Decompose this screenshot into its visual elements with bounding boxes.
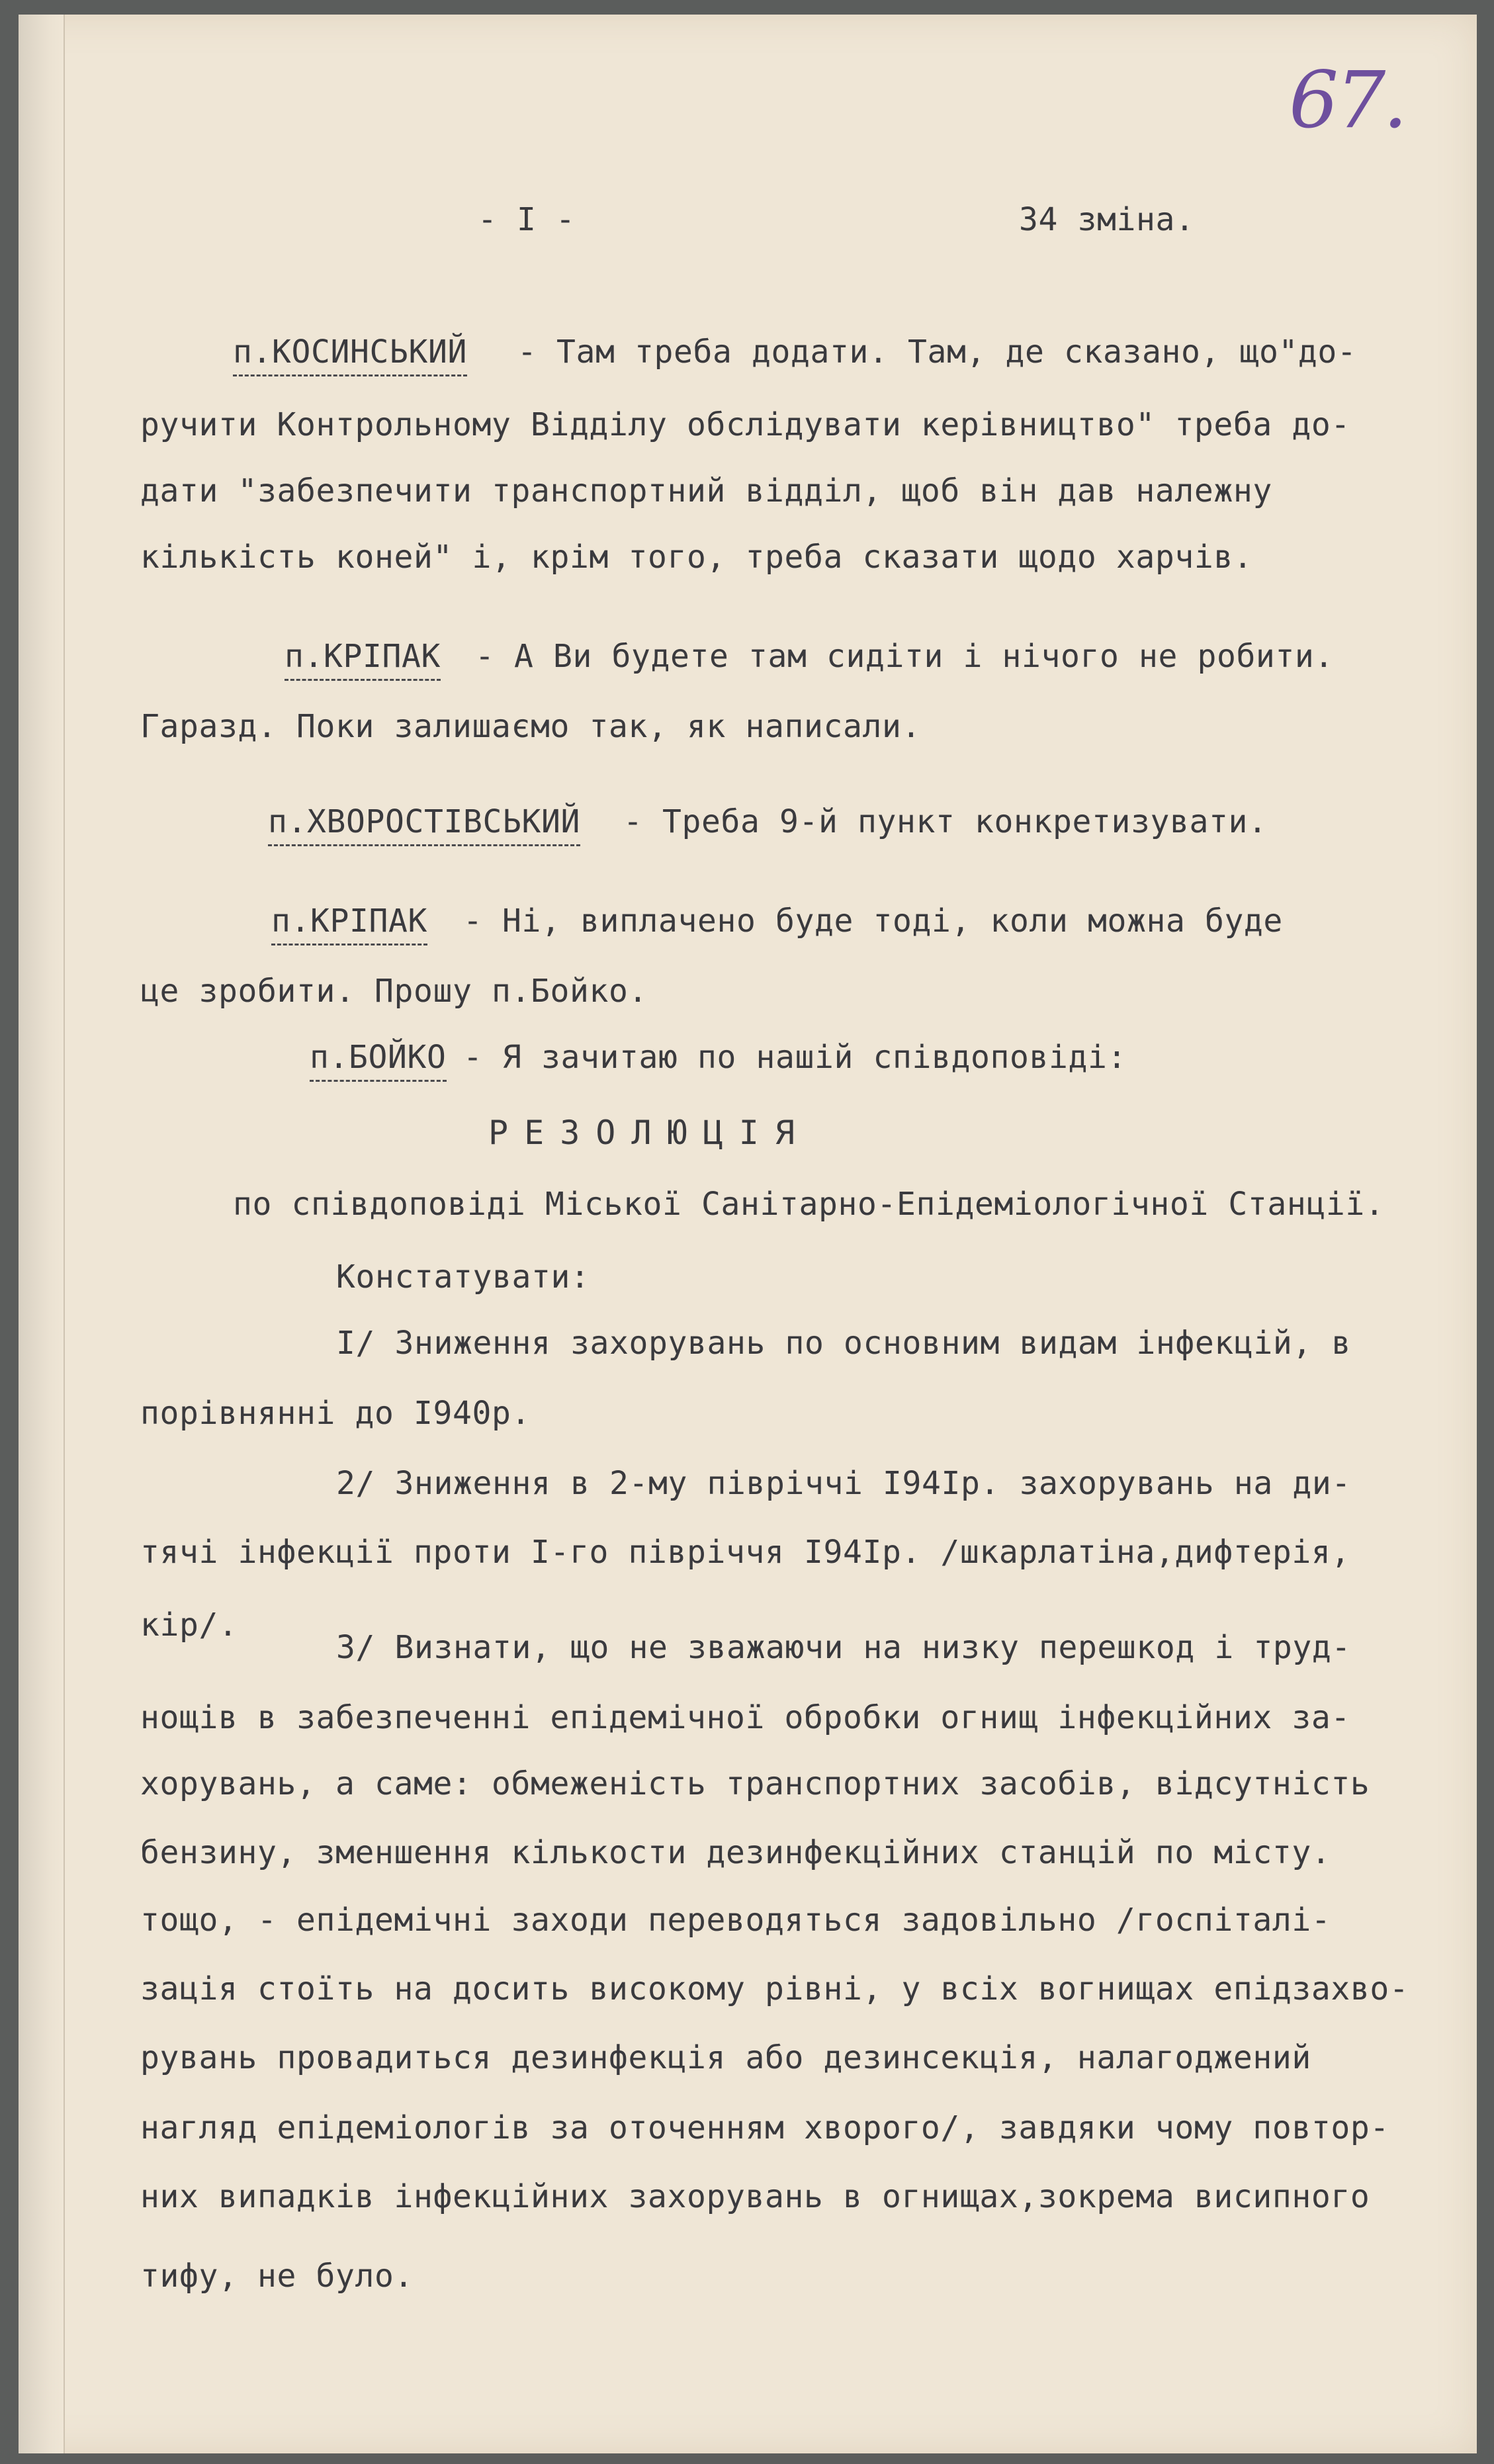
text-line: хорувань, а саме: обмеженість транспортних засобів, відсутність — [140, 1765, 1370, 1802]
text-line: нощів в забезпеченні епідемічної обробки огнищ інфекційних за- — [140, 1699, 1350, 1736]
text-line: Гаразд. Поки залишаємо так, як написали. — [140, 708, 921, 745]
text-line: 2/ Зниження в 2-му півріччі I94Iр. захорувань на ди- — [336, 1465, 1351, 1502]
text-line: - А Ви будете там сидіти і нічого не робити. — [475, 638, 1334, 675]
text-line: I/ Зниження захорувань по основним видам інфекцій, в — [336, 1325, 1351, 1362]
text-line: тячі інфекції проти I-го півріччя I94Iр. /шкарлатіна,дифтерія, — [140, 1534, 1350, 1571]
resolution-state: Констатувати: — [336, 1258, 590, 1296]
shift-number: 34 зміна. — [1019, 201, 1195, 238]
text-line: зація стоїть на досить високому рівні, у всіх вогнищах епідзахво- — [140, 1970, 1409, 2007]
text-line: ручити Контрольному Відділу обслідувати керівництво" треба до- — [140, 406, 1350, 443]
speaker-kripak — [271, 901, 427, 941]
speaker-name: п.КОСИНСЬКИЙ — [233, 333, 467, 376]
text-line: кількість коней" і, крім того, треба сказати щодо харчів. — [140, 539, 1253, 576]
text-line: дати "забезпечити транспортний відділ, щоб він дав належну — [140, 472, 1272, 509]
page-number: - I - — [478, 201, 576, 238]
folio-number: 67. — [1289, 54, 1405, 146]
speaker-kosynskyi — [233, 332, 467, 372]
text-line: 3/ Визнати, що не зважаючи на низку перешкод і труд- — [336, 1629, 1351, 1666]
speaker-kripak — [285, 637, 441, 676]
text-line: рувань провадиться дезинфекція або дезинсекція, налагоджений — [140, 2039, 1311, 2076]
speaker-khvorostivskyi — [268, 802, 580, 842]
text-line: нагляд епідеміологів за оточенням хворого/, завдяки чому повтор- — [140, 2109, 1389, 2146]
text-line: тощо, - епідемічні заходи переводяться задовільно /госпіталі- — [140, 1902, 1331, 1939]
text-line: порівнянні до I940р. — [140, 1395, 531, 1432]
text-line: тифу, не було. — [140, 2258, 414, 2295]
text-line: - Я зачитаю по нашій співдоповіді: — [463, 1039, 1127, 1076]
text-line: бензину, зменшення кількости дезинфекційних станцій по місту. — [140, 1834, 1331, 1871]
speaker-name: п.ХВОРОСТІВСЬКИЙ — [268, 803, 580, 846]
text-line: - Треба 9-й пункт конкретизувати. — [623, 803, 1268, 840]
speaker-name: п.КРІПАК — [285, 638, 441, 681]
page-binding-edge — [19, 15, 65, 2453]
speaker-name: п.КРІПАК — [271, 902, 427, 946]
text-line: - Ні, виплачено буде тоді, коли можна буде — [463, 902, 1283, 940]
speaker-boiko — [310, 1037, 447, 1077]
text-line: це зробити. Прошу п.Бойко. — [140, 973, 648, 1010]
text-line: - Там треба додати. Там, де сказано, що"до- — [517, 333, 1357, 371]
text-line: кір/. — [140, 1606, 238, 1644]
text-line: них випадків інфекційних захорувань в огнищах,зокрема висипного — [140, 2178, 1370, 2215]
resolution-subtitle: по співдоповіді Міської Санітарно-Епідеміологічної Станції. — [233, 1186, 1385, 1223]
resolution-title: РЕЗОЛЮЦІЯ — [488, 1114, 811, 1152]
document-page — [19, 15, 1477, 2453]
speaker-name: п.БОЙКО — [310, 1039, 447, 1082]
